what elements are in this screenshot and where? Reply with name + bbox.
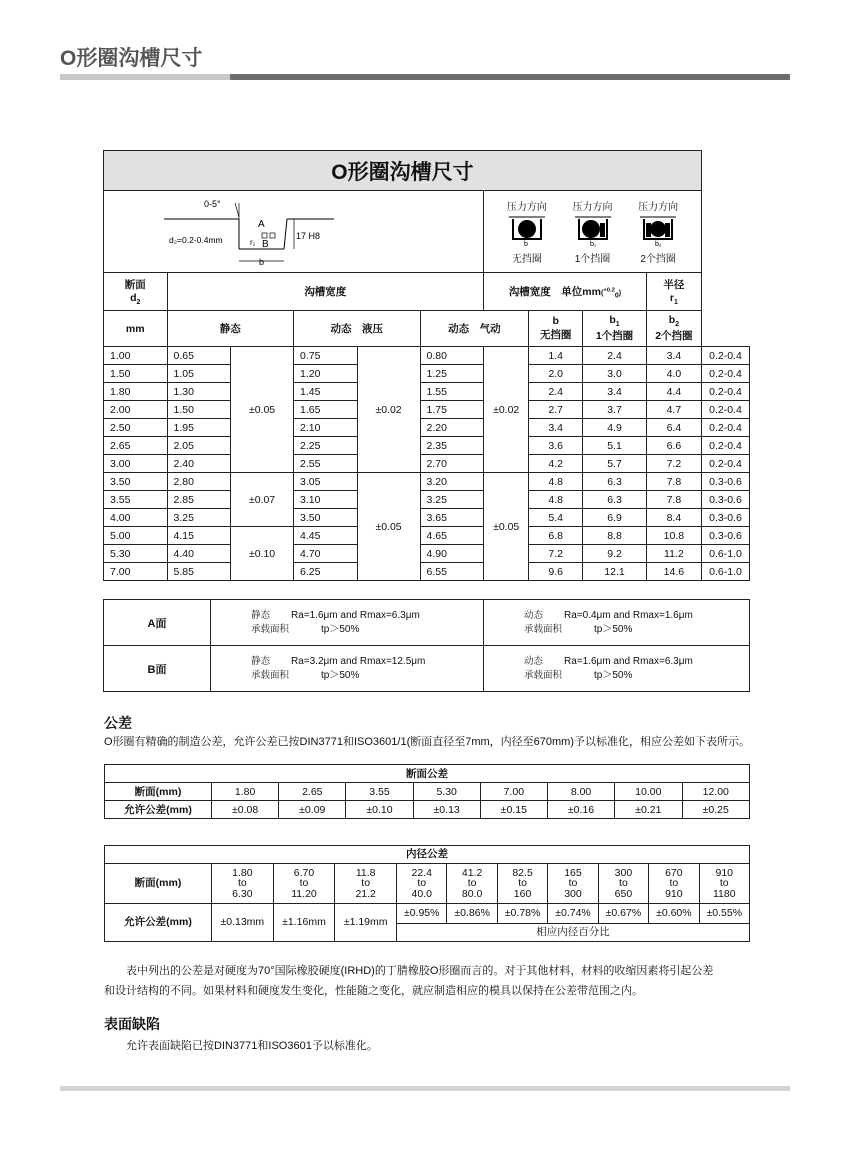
table-cell: 1.75 xyxy=(420,401,484,419)
table-cell: 6.25 xyxy=(294,563,358,581)
table-cell: 1.00 xyxy=(104,347,168,365)
face-a-dynamic: 动态 Ra=0.4μm and Rmax=1.6μm 承载面积 tp＞50% xyxy=(484,600,750,646)
b-dim-label: b xyxy=(259,257,265,267)
main-rows xyxy=(104,347,750,581)
table-cell: 2.0 xyxy=(529,365,583,383)
table-cell: 1.95 xyxy=(167,419,231,437)
table-row xyxy=(104,383,750,401)
section-value: 10.00 xyxy=(615,783,682,801)
section-value: 2.65 xyxy=(279,783,346,801)
table-cell: 4.4 xyxy=(646,383,701,401)
table-cell: 7.2 xyxy=(529,545,583,563)
section-tol-value: ±0.15 xyxy=(480,801,547,819)
table-cell: 6.3 xyxy=(583,473,647,491)
section-value: 7.00 xyxy=(480,783,547,801)
table-cell: 1.25 xyxy=(420,365,484,383)
table-cell: 6.55 xyxy=(420,563,484,581)
section-tol-value: ±0.21 xyxy=(615,801,682,819)
table-cell: 7.00 xyxy=(104,563,168,581)
dynamic-hydraulic-header: 动态 液压 xyxy=(294,311,421,347)
static-header: 静态 xyxy=(167,311,294,347)
pressure-no-ring xyxy=(505,198,549,265)
table-cell: 2.85 xyxy=(167,491,231,509)
id-range: 41.2 to 80.0 xyxy=(447,864,497,904)
b2-header: $b_2$ 2个挡圈 xyxy=(646,311,701,347)
table-cell: 4.2 xyxy=(529,455,583,473)
inner-diameter-tolerance-table xyxy=(104,845,750,942)
table-cell: 0.75 xyxy=(294,347,358,365)
groove-diagram xyxy=(104,191,484,273)
table-cell: 7.2 xyxy=(646,455,701,473)
id-tol-value: ±0.60% xyxy=(649,904,699,924)
table-cell: 1.45 xyxy=(294,383,358,401)
table-cell: 3.7 xyxy=(583,401,647,419)
section-value: 5.30 xyxy=(413,783,480,801)
header-bar-light xyxy=(60,74,230,80)
table-cell: 2.00 xyxy=(104,401,168,419)
surface-finish-table xyxy=(103,599,750,692)
table-cell: 6.9 xyxy=(583,509,647,527)
id-range: 670 to 910 xyxy=(649,864,699,904)
id-tol-value: ±0.13mm xyxy=(212,904,274,942)
table-cell: 0.80 xyxy=(420,347,484,365)
svg-text:b₁: b₁ xyxy=(589,241,596,247)
id-range: 300 to 650 xyxy=(598,864,648,904)
table-cell: 2.50 xyxy=(104,419,168,437)
id-section-label: 断面(mm) xyxy=(105,864,212,904)
table-cell: 3.50 xyxy=(294,509,358,527)
id-tol-value: ±0.67% xyxy=(598,904,648,924)
table-cell: 3.50 xyxy=(104,473,168,491)
id-tolerance-title: 内径公差 xyxy=(105,846,750,864)
tolerance-intro: O形圈有精确的制造公差，允许公差已按DIN3771和ISO3601/1(断面直径至7mm，内径至670mm)予以标准化，相应公差如下表所示。 xyxy=(104,736,751,748)
table-cell: 9.6 xyxy=(529,563,583,581)
table-cell: 1.30 xyxy=(167,383,231,401)
b-no-ring-header: b 无挡圈 xyxy=(529,311,583,347)
table-cell: 2.55 xyxy=(294,455,358,473)
table-cell: 4.0 xyxy=(646,365,701,383)
table-cell: 6.6 xyxy=(646,437,701,455)
table-cell: ±0.02 xyxy=(357,347,420,473)
face-a-row-header: A面 xyxy=(104,600,211,646)
table-cell: 4.70 xyxy=(294,545,358,563)
table-cell: 4.8 xyxy=(529,491,583,509)
fit-label: 17 H8 xyxy=(296,231,321,241)
table-cell: ±0.05 xyxy=(231,347,294,473)
table-cell: 4.15 xyxy=(167,527,231,545)
table-cell: 14.6 xyxy=(646,563,701,581)
table-cell: 5.85 xyxy=(167,563,231,581)
id-range: 22.4 to 40.0 xyxy=(397,864,447,904)
face-b-label: B xyxy=(262,239,269,250)
section-tolerance-table xyxy=(104,764,750,819)
table-cell: 0.2-0.4 xyxy=(701,419,749,437)
pressure-one-ring xyxy=(571,198,615,265)
table-cell: 3.20 xyxy=(420,473,484,491)
allow-label: 允许公差(mm) xyxy=(105,801,212,819)
table-cell: 2.65 xyxy=(104,437,168,455)
caption-one-ring: 1个挡圈 xyxy=(574,254,611,265)
table-cell: 0.2-0.4 xyxy=(701,365,749,383)
table-cell: 5.00 xyxy=(104,527,168,545)
table-cell: 3.25 xyxy=(167,509,231,527)
table-cell: 4.00 xyxy=(104,509,168,527)
table-cell: 0.2-0.4 xyxy=(701,455,749,473)
table-row xyxy=(104,347,750,365)
table-cell: 2.20 xyxy=(420,419,484,437)
table-cell: 0.2-0.4 xyxy=(701,347,749,365)
table-cell: 4.9 xyxy=(583,419,647,437)
pressure-two-rings xyxy=(636,198,680,265)
id-range: 6.70 to 11.20 xyxy=(273,864,335,904)
tolerance-note-2: 和设计结构的不同。如果材料和硬度发生变化，性能随之变化，就应制造相应的模具以保持在公差带范围之内。 xyxy=(104,985,643,997)
table-title: O形圈沟槽尺寸 xyxy=(104,151,702,191)
id-range: 11.8 to 21.2 xyxy=(335,864,397,904)
table-cell: 3.6 xyxy=(529,437,583,455)
defects-heading: 表面缺陷 xyxy=(104,1016,160,1032)
table-cell: 3.10 xyxy=(294,491,358,509)
table-cell: 8.8 xyxy=(583,527,647,545)
table-cell: 7.8 xyxy=(646,473,701,491)
table-cell: 2.05 xyxy=(167,437,231,455)
table-row xyxy=(104,473,750,491)
table-cell: 4.40 xyxy=(167,545,231,563)
table-cell: 0.65 xyxy=(167,347,231,365)
section-tolerance-title: 断面公差 xyxy=(105,765,750,783)
table-row xyxy=(104,401,750,419)
table-cell: 10.8 xyxy=(646,527,701,545)
table-cell: 6.4 xyxy=(646,419,701,437)
table-cell: ±0.10 xyxy=(231,527,294,581)
table-cell: 6.8 xyxy=(529,527,583,545)
table-cell: 3.4 xyxy=(646,347,701,365)
caption-no-ring: 无挡圈 xyxy=(511,254,542,265)
id-allow-label: 允许公差(mm) xyxy=(105,904,212,942)
table-cell: 0.2-0.4 xyxy=(701,437,749,455)
section-tol-value: ±0.16 xyxy=(547,801,614,819)
table-cell: 2.4 xyxy=(583,347,647,365)
footer-bar xyxy=(60,1086,790,1091)
id-range: 1.80 to 6.30 xyxy=(212,864,274,904)
section-value: 1.80 xyxy=(212,783,279,801)
table-cell: 0.3-0.6 xyxy=(701,527,749,545)
table-cell: 0.6-1.0 xyxy=(701,545,749,563)
table-cell: 1.05 xyxy=(167,365,231,383)
table-cell: 4.45 xyxy=(294,527,358,545)
table-cell: 3.4 xyxy=(529,419,583,437)
table-cell: 4.7 xyxy=(646,401,701,419)
table-cell: 0.6-1.0 xyxy=(701,563,749,581)
id-note: 相应内径百分比 xyxy=(397,924,750,942)
id-tol-value: ±1.19mm xyxy=(335,904,397,942)
table-cell: 2.25 xyxy=(294,437,358,455)
svg-text:b: b xyxy=(523,241,528,247)
table-cell: 4.8 xyxy=(529,473,583,491)
table-cell: ±0.05 xyxy=(357,473,420,581)
table-row xyxy=(104,491,750,509)
d2-text: d₂=0.2-0.4mm xyxy=(169,235,223,245)
table-cell: 0.3-0.6 xyxy=(701,473,749,491)
table-cell: 5.30 xyxy=(104,545,168,563)
pressure-label: 压力方向 xyxy=(638,202,679,213)
table-cell: 3.65 xyxy=(420,509,484,527)
mm-header: mm xyxy=(104,311,168,347)
radius-header: 半径 $r_1$ xyxy=(646,273,701,311)
id-range: 165 to 300 xyxy=(548,864,598,904)
table-cell: 1.50 xyxy=(167,401,231,419)
table-cell: 3.05 xyxy=(294,473,358,491)
table-cell: 11.2 xyxy=(646,545,701,563)
groove-width-header: 沟槽宽度 xyxy=(167,273,484,311)
section-tol-value: ±0.08 xyxy=(212,801,279,819)
caption-two-rings: 2个挡圈 xyxy=(640,254,676,265)
pressure-label: 压力方向 xyxy=(506,202,547,213)
section-tol-value: ±0.09 xyxy=(279,801,346,819)
header-bar-dark xyxy=(230,74,790,80)
table-cell: 3.55 xyxy=(104,491,168,509)
table-cell: ±0.05 xyxy=(484,473,529,581)
table-cell: 1.55 xyxy=(420,383,484,401)
table-row xyxy=(104,563,750,581)
table-cell: 1.50 xyxy=(104,365,168,383)
table-cell: 1.80 xyxy=(104,383,168,401)
id-tol-value: ±0.55% xyxy=(699,904,749,924)
face-b-dynamic: 动态 Ra=1.6μm and Rmax=6.3μm 承载面积 tp＞50% xyxy=(484,646,750,692)
pressure-label: 压力方向 xyxy=(572,202,613,213)
table-row xyxy=(104,545,750,563)
table-row xyxy=(104,437,750,455)
table-cell: 3.00 xyxy=(104,455,168,473)
table-cell: 0.3-0.6 xyxy=(701,491,749,509)
id-range: 82.5 to 160 xyxy=(497,864,547,904)
section-value: 12.00 xyxy=(682,783,749,801)
table-cell: ±0.02 xyxy=(484,347,529,473)
table-cell: 6.3 xyxy=(583,491,647,509)
face-b-row-header: B面 xyxy=(104,646,211,692)
section-value: 3.55 xyxy=(346,783,413,801)
table-cell: 1.65 xyxy=(294,401,358,419)
tolerance-note-1: 表中列出的公差是对硬度为70°国际橡胶硬度(IRHD)的丁腈橡胶O形圈而言的。对于其他材料，材料的收缩因素将引起公差 xyxy=(126,965,714,977)
table-cell: 2.70 xyxy=(420,455,484,473)
table-cell: 9.2 xyxy=(583,545,647,563)
svg-text:b₂: b₂ xyxy=(655,241,662,247)
section-tol-value: ±0.10 xyxy=(346,801,413,819)
table-cell: 0.2-0.4 xyxy=(701,383,749,401)
table-cell: 12.1 xyxy=(583,563,647,581)
b1-header: $b_1$ 1个挡圈 xyxy=(583,311,647,347)
table-cell: 4.65 xyxy=(420,527,484,545)
face-a-static: 静态 Ra=1.6μm and Rmax=6.3μm 承载面积 tp＞50% xyxy=(211,600,484,646)
table-cell: 8.4 xyxy=(646,509,701,527)
table-cell: 4.90 xyxy=(420,545,484,563)
id-tol-value: ±1.16mm xyxy=(273,904,335,942)
face-a-label: A xyxy=(258,219,265,230)
page-title: O形圈沟槽尺寸 xyxy=(60,47,203,70)
id-tol-value: ±0.74% xyxy=(548,904,598,924)
id-tol-value: ±0.95% xyxy=(397,904,447,924)
section-tol-value: ±0.25 xyxy=(682,801,749,819)
table-cell: ±0.07 xyxy=(231,473,294,527)
table-cell: 1.20 xyxy=(294,365,358,383)
groove-dimension-table xyxy=(103,150,750,581)
section-label: 断面(mm) xyxy=(105,783,212,801)
angle-label: 0-5° xyxy=(204,199,221,209)
table-row xyxy=(104,455,750,473)
table-cell: 3.0 xyxy=(583,365,647,383)
table-cell: 3.4 xyxy=(583,383,647,401)
r1-label: r₁ xyxy=(250,238,256,247)
table-row xyxy=(104,509,750,527)
id-tol-value: ±0.86% xyxy=(447,904,497,924)
table-cell: 2.80 xyxy=(167,473,231,491)
table-cell: 2.35 xyxy=(420,437,484,455)
table-cell: 5.7 xyxy=(583,455,647,473)
table-cell: 2.4 xyxy=(529,383,583,401)
table-row xyxy=(104,419,750,437)
table-cell: 1.4 xyxy=(529,347,583,365)
id-range: 910 to 1180 xyxy=(699,864,749,904)
id-tol-value: ±0.78% xyxy=(497,904,547,924)
table-row xyxy=(104,527,750,545)
section-header: 断面 $d_2$ xyxy=(104,273,168,311)
defects-text: 允许表面缺陷已按DIN3771和ISO3601予以标准化。 xyxy=(126,1040,378,1052)
table-cell: 2.10 xyxy=(294,419,358,437)
dynamic-pneumatic-header: 动态 气动 xyxy=(420,311,529,347)
face-b-static: 静态 Ra=3.2μm and Rmax=12.5μm 承载面积 tp＞50% xyxy=(211,646,484,692)
groove-width-unit-header: 沟槽宽度 单位mm($^{+0.2}_0$) xyxy=(484,273,647,311)
tolerance-heading: 公差 xyxy=(104,715,132,731)
table-row xyxy=(104,365,750,383)
table-cell: 2.40 xyxy=(167,455,231,473)
table-cell: 5.1 xyxy=(583,437,647,455)
pressure-diagrams xyxy=(484,191,702,273)
section-tol-value: ±0.13 xyxy=(413,801,480,819)
table-cell: 7.8 xyxy=(646,491,701,509)
table-cell: 0.3-0.6 xyxy=(701,509,749,527)
table-cell: 5.4 xyxy=(529,509,583,527)
table-cell: 0.2-0.4 xyxy=(701,401,749,419)
section-value: 8.00 xyxy=(547,783,614,801)
table-cell: 2.7 xyxy=(529,401,583,419)
table-cell: 3.25 xyxy=(420,491,484,509)
